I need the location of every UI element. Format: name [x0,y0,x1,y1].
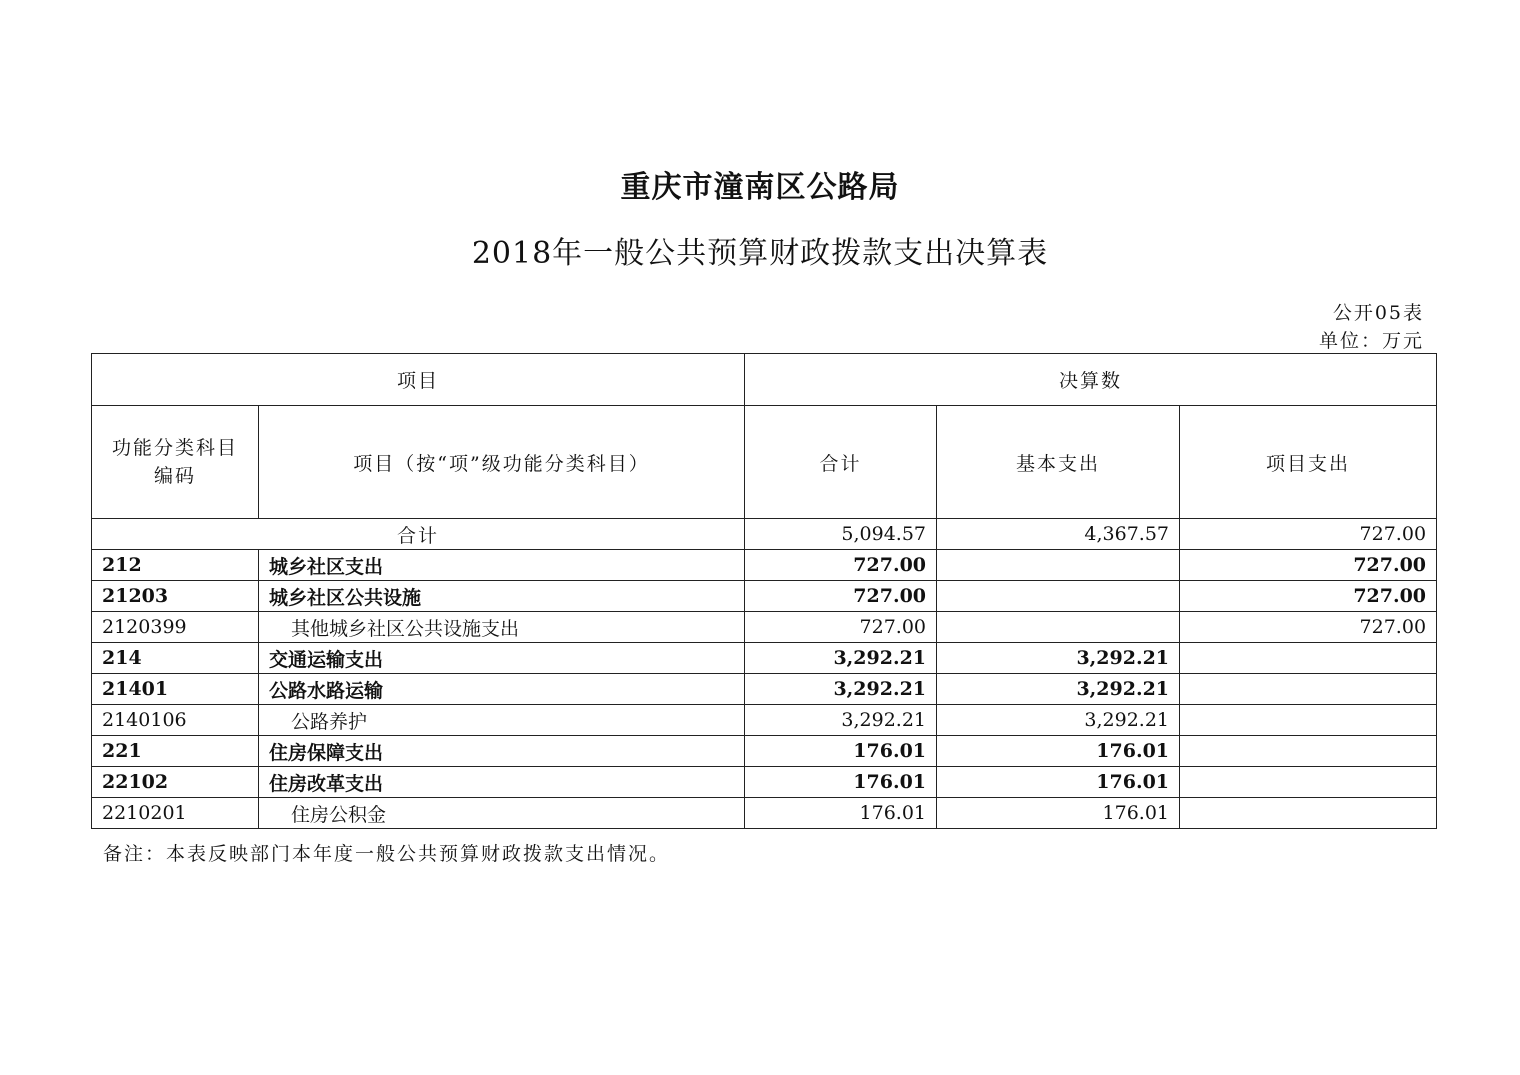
table-row [92,581,1437,612]
row-code: 22102 [92,767,259,798]
row-name: 公路水路运输 [259,674,745,705]
row-code: 2120399 [92,612,259,643]
row-basic: 3,292.21 [937,643,1180,674]
row-code: 21203 [92,581,259,612]
row-code: 221 [92,736,259,767]
row-code: 21401 [92,674,259,705]
header-project: 项目 [92,354,745,406]
row-project [1180,643,1437,674]
header-project-expense: 项目支出 [1180,406,1437,519]
row-project [1180,705,1437,736]
row-total: 176.01 [745,767,937,798]
row-total: 3,292.21 [745,705,937,736]
header-item: 项目（按“项”级功能分类科目） [259,406,745,519]
row-basic: 176.01 [937,767,1180,798]
row-code: 2210201 [92,798,259,829]
total-basic: 4,367.57 [937,519,1180,550]
row-name: 城乡社区支出 [259,550,745,581]
unit-label: 单位：万元 [1318,330,1424,352]
row-name: 住房改革支出 [259,767,745,798]
row-name: 城乡社区公共设施 [259,581,745,612]
document-subtitle: 2018年一般公共预算财政拨款支出决算表 [471,236,1049,271]
table-row [92,643,1437,674]
total-project: 727.00 [1180,519,1437,550]
row-name: 住房保障支出 [259,736,745,767]
row-basic: 176.01 [937,736,1180,767]
table-row [92,767,1437,798]
header-basic: 基本支出 [937,406,1180,519]
row-code: 212 [92,550,259,581]
row-basic [937,581,1180,612]
footnote: 备注：本表反映部门本年度一般公共预算财政拨款支出情况。 [103,843,671,865]
table-number: 公开05表 [1332,302,1424,324]
total-sum: 5,094.57 [745,519,937,550]
row-name: 公路养护 [259,705,745,736]
header-final-amount: 决算数 [745,354,1437,406]
row-total: 3,292.21 [745,643,937,674]
total-row [92,519,1437,550]
row-total: 727.00 [745,550,937,581]
row-total: 727.00 [745,612,937,643]
budget-table [91,353,1437,829]
row-project: 727.00 [1180,612,1437,643]
row-total: 3,292.21 [745,674,937,705]
table-row [92,736,1437,767]
row-basic: 3,292.21 [937,705,1180,736]
table-row [92,798,1437,829]
table-row [92,550,1437,581]
row-project: 727.00 [1180,550,1437,581]
row-basic: 176.01 [937,798,1180,829]
row-basic [937,612,1180,643]
header-total: 合计 [745,406,937,519]
row-project [1180,767,1437,798]
row-name: 其他城乡社区公共设施支出 [259,612,745,643]
row-name: 交通运输支出 [259,643,745,674]
row-name: 住房公积金 [259,798,745,829]
document-title: 重庆市潼南区公路局 [620,170,900,205]
row-total: 727.00 [745,581,937,612]
table-row [92,674,1437,705]
total-label: 合计 [92,519,745,550]
row-project: 727.00 [1180,581,1437,612]
row-code: 2140106 [92,705,259,736]
row-code: 214 [92,643,259,674]
row-total: 176.01 [745,736,937,767]
row-basic: 3,292.21 [937,674,1180,705]
header-code: 功能分类科目编码 [92,406,259,519]
row-basic [937,550,1180,581]
row-project [1180,674,1437,705]
table-row [92,612,1437,643]
row-project [1180,798,1437,829]
row-total: 176.01 [745,798,937,829]
row-project [1180,736,1437,767]
table-row [92,705,1437,736]
